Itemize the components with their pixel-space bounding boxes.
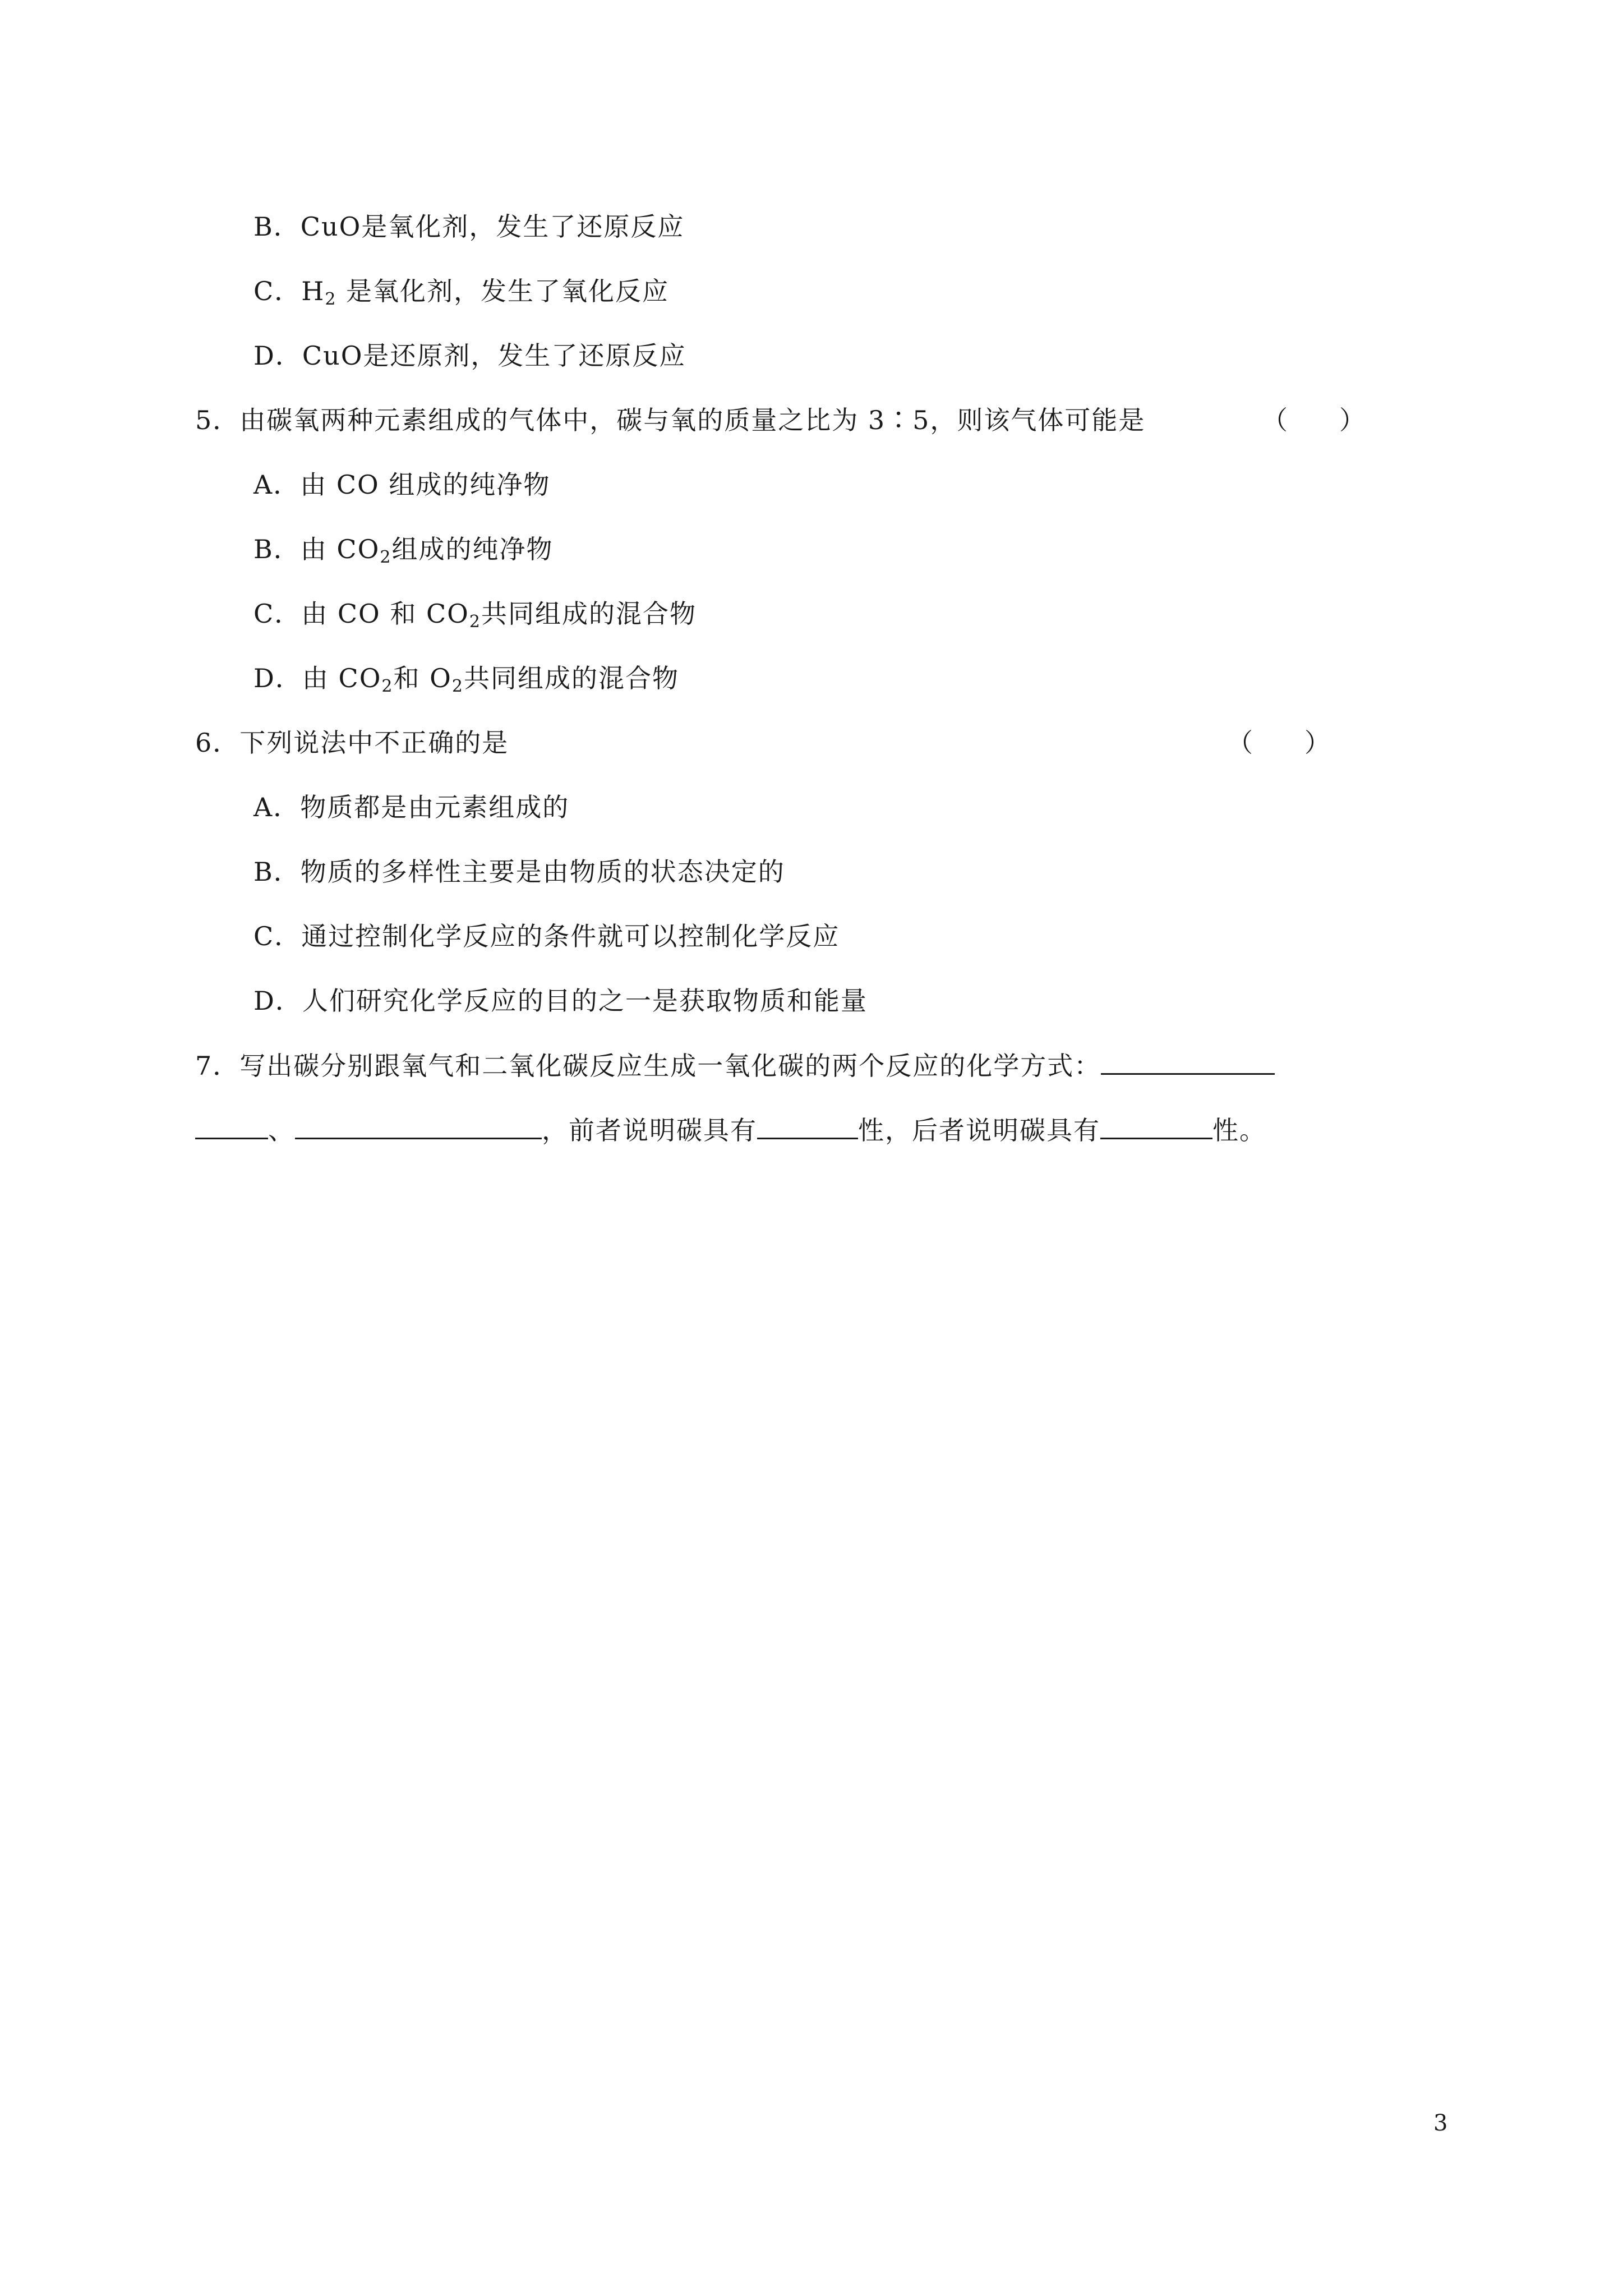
q5-option-b: B．由 $CO_2$组成的纯净物 [253,534,554,567]
q5-option-a: A．由 CO 组成的纯净物 [253,470,551,500]
q7-blank-equation-1a[interactable] [1101,1048,1275,1075]
q7-blank-equation-1b[interactable] [195,1113,268,1139]
page-number: 3 [1433,2110,1448,2136]
q5-stem: 5．由碳氧两种元素组成的气体中，碳与氧的质量之比为 3∶5，则该气体可能是 [195,405,1146,435]
q5-answer-paren: （ ） [1262,405,1365,435]
q6-stem: 6．下列说法中不正确的是 [195,728,509,758]
q4-option-b: B．CuO是氧化剂，发生了还原反应 [253,211,685,242]
q7-stem: 7．写出碳分别跟氧气和二氧化碳反应生成一氧化碳的两个反应的化学方式： [195,1048,1275,1083]
q5-option-c: C．由 CO 和 $CO_2$共同组成的混合物 [253,599,697,632]
q6-answer-paren: （ ） [1227,728,1330,758]
q4-option-d: D．CuO是还原剂，发生了还原反应 [253,341,686,371]
q7-blank-property-2[interactable] [1100,1113,1212,1139]
q5-option-d: D．由 $CO_2$和 $O_2$共同组成的混合物 [253,663,679,696]
q6-option-d: D．人们研究化学反应的目的之一是获取物质和能量 [253,986,868,1016]
q6-option-c: C．通过控制化学反应的条件就可以控制化学反应 [253,921,840,951]
q4-option-c: C．$H_2$ 是氧化剂，发生了氧化反应 [253,276,670,309]
q7-blank-equation-2[interactable] [295,1113,542,1139]
q6-option-a: A．物质都是由元素组成的 [253,792,570,822]
q6-option-b: B．物质的多样性主要是由物质的状态决定的 [253,857,785,887]
q7-line-2: 、 ，前者说明碳具有 性，后者说明碳具有 性。 [195,1113,1266,1147]
q7-blank-property-1[interactable] [757,1113,858,1139]
